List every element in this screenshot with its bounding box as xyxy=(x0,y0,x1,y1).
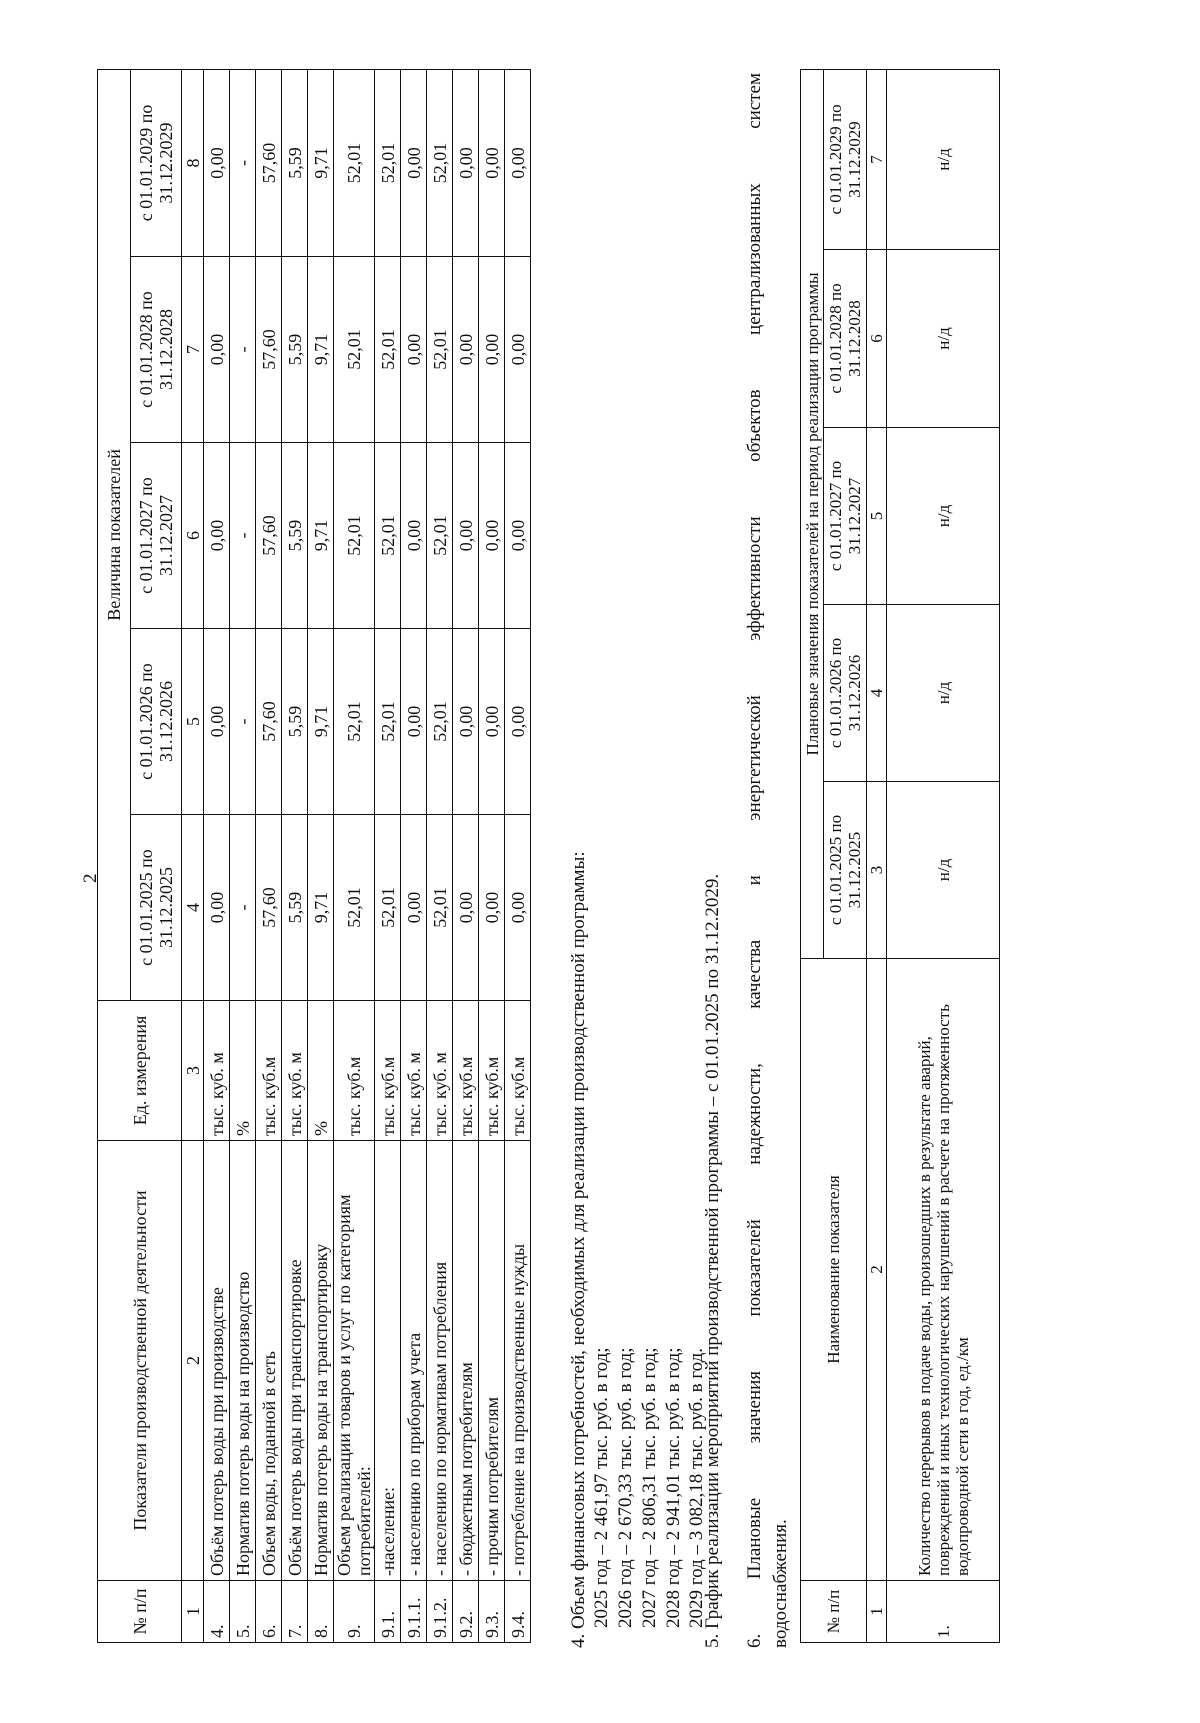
col-header-name: Наименование показателя xyxy=(801,959,867,1581)
value-cell: - xyxy=(230,629,256,815)
table-row xyxy=(427,69,453,1642)
table-row xyxy=(334,69,375,1642)
value-cell: 0,00 xyxy=(453,815,479,1001)
page-number: 2 xyxy=(80,873,101,883)
col-number: 1 xyxy=(867,1581,887,1643)
indicator-name: Количество перерывов в подаче воды, произошедших в результате аварий, повреждений и иных технологических нарушений в расчете на протяженность водопроводной сети в год, ед./км xyxy=(887,959,1000,1581)
reliability-indicators-table xyxy=(800,69,1000,1643)
row-number: 7. xyxy=(282,1581,308,1643)
section-4-heading: 4. Объем финансовых потребностей, необходимых для реализации производственной программы: xyxy=(568,851,589,1648)
value-cell: 52,01 xyxy=(375,257,401,443)
value-cell: 0,00 xyxy=(453,69,479,256)
col-number: 4 xyxy=(867,605,887,782)
unit-cell: % xyxy=(308,1001,334,1141)
value-cell: 52,01 xyxy=(375,443,401,629)
indicator-name: Норматив потерь воды на производство xyxy=(230,1141,256,1581)
section-4-line: 2025 год – 2 461,97 тыс. руб. в год; xyxy=(591,1347,612,1628)
indicator-name: - потребление на производственные нужды xyxy=(505,1141,531,1581)
value-cell: 52,01 xyxy=(375,69,401,256)
value-cell: 52,01 xyxy=(375,629,401,815)
col-number: 7 xyxy=(867,69,887,249)
unit-cell: тыс. куб. м xyxy=(427,1001,453,1141)
col-number: 6 xyxy=(182,443,204,629)
value-cell: 57,60 xyxy=(256,69,282,256)
value-cell: 52,01 xyxy=(427,257,453,443)
row-number: 9.4. xyxy=(505,1581,531,1643)
value-cell: 52,01 xyxy=(427,443,453,629)
unit-cell: тыс. куб.м xyxy=(334,1001,375,1141)
value-cell: - xyxy=(230,815,256,1001)
value-cell: 0,00 xyxy=(479,69,505,256)
value-cell: 0,00 xyxy=(401,815,427,1001)
value-cell: 5,59 xyxy=(282,443,308,629)
indicator-name: - населению по приборам учета xyxy=(401,1141,427,1581)
value-cell: 52,01 xyxy=(334,443,375,629)
section-6-line-2: водоснабжения. xyxy=(770,1519,791,1648)
value-cell: 0,00 xyxy=(401,443,427,629)
row-number: 9.2. xyxy=(453,1581,479,1643)
value-cell: н/д xyxy=(887,605,1000,782)
value-cell: 5,59 xyxy=(282,815,308,1001)
col-header-unit: Ед. измерения xyxy=(98,1001,182,1141)
col-header-group: Величина показателей xyxy=(98,69,131,1000)
col-header-period: с 01.01.2029 по 31.12.2029 xyxy=(824,69,867,249)
col-number: 1 xyxy=(182,1581,204,1643)
value-cell: 52,01 xyxy=(334,257,375,443)
value-cell: 52,01 xyxy=(334,629,375,815)
col-number: 6 xyxy=(867,250,887,428)
value-cell: 0,00 xyxy=(505,69,531,256)
unit-cell: % xyxy=(230,1001,256,1141)
table-row xyxy=(505,69,531,1642)
production-indicators-table xyxy=(97,69,531,1643)
unit-cell: тыс. куб. м xyxy=(282,1001,308,1141)
table-row xyxy=(256,69,282,1642)
indicator-name: Объём потерь воды при транспортировке xyxy=(282,1141,308,1581)
col-header-indicator: Показатели производственной деятельности xyxy=(98,1141,182,1581)
col-number: 4 xyxy=(182,815,204,1001)
row-number: 5. xyxy=(230,1581,256,1643)
indicator-name: -население: xyxy=(375,1141,401,1581)
value-cell: 0,00 xyxy=(453,257,479,443)
unit-cell: тыс. куб.м xyxy=(375,1001,401,1141)
value-cell: 52,01 xyxy=(427,815,453,1001)
value-cell: 5,59 xyxy=(282,257,308,443)
value-cell: 0,00 xyxy=(479,629,505,815)
row-number: 8. xyxy=(308,1581,334,1643)
row-number: 9.1.2. xyxy=(427,1581,453,1643)
row-number: 6. xyxy=(256,1581,282,1643)
value-cell: 52,01 xyxy=(427,629,453,815)
indicator-name: - прочим потребителям xyxy=(479,1141,505,1581)
indicator-name: - населению по нормативам потребления xyxy=(427,1141,453,1581)
value-cell: 57,60 xyxy=(256,443,282,629)
value-cell: 52,01 xyxy=(334,69,375,256)
col-header-period: с 01.01.2028 по 31.12.2028 xyxy=(824,250,867,428)
table-row xyxy=(204,69,230,1642)
value-cell: 0,00 xyxy=(505,257,531,443)
unit-cell: тыс. куб. м xyxy=(204,1001,230,1141)
col-number: 5 xyxy=(867,428,887,605)
table1-body xyxy=(204,69,531,1642)
table-row xyxy=(453,69,479,1642)
col-header-group: Плановые значения показателей на период реализации программы xyxy=(801,69,824,958)
value-cell: 0,00 xyxy=(453,443,479,629)
value-cell: 9,71 xyxy=(308,629,334,815)
value-cell: 0,00 xyxy=(204,69,230,256)
value-cell: 0,00 xyxy=(401,629,427,815)
col-number: 5 xyxy=(182,629,204,815)
value-cell: н/д xyxy=(887,782,1000,959)
value-cell: 9,71 xyxy=(308,257,334,443)
value-cell: 9,71 xyxy=(308,443,334,629)
indicator-name: - бюджетным потребителям xyxy=(453,1141,479,1581)
row-number: 4. xyxy=(204,1581,230,1643)
col-number: 8 xyxy=(182,69,204,256)
value-cell: 5,59 xyxy=(282,69,308,256)
value-cell: 0,00 xyxy=(204,815,230,1001)
col-header-period: с 01.01.2029 по 31.12.2029 xyxy=(131,69,182,256)
table2-body xyxy=(887,69,1000,1642)
col-header-period: с 01.01.2025 по 31.12.2025 xyxy=(131,815,182,1001)
col-number: 3 xyxy=(867,782,887,959)
col-header-period: с 01.01.2025 по 31.12.2025 xyxy=(824,782,867,959)
section-4-line: 2029 год – 3 082,18 тыс. руб. в год. xyxy=(686,1347,707,1628)
value-cell: 0,00 xyxy=(479,815,505,1001)
table-row xyxy=(887,69,1000,1642)
unit-cell: тыс. куб.м xyxy=(479,1001,505,1141)
col-header-period: с 01.01.2027 по 31.12.2027 xyxy=(824,428,867,605)
indicator-name: Объём потерь воды при производстве xyxy=(204,1141,230,1581)
table-row xyxy=(479,69,505,1642)
table-row xyxy=(375,69,401,1642)
value-cell: 52,01 xyxy=(334,815,375,1001)
value-cell: н/д xyxy=(887,69,1000,249)
col-number: 2 xyxy=(182,1141,204,1581)
section-6-line-1: 6. Плановые значения показателей надежности, качества и энергетической эффективности объектов централизованных систем xyxy=(744,73,765,1648)
value-cell: 0,00 xyxy=(479,443,505,629)
value-cell: 9,71 xyxy=(308,69,334,256)
col-header-num: № п/п xyxy=(98,1581,182,1643)
value-cell: 0,00 xyxy=(453,629,479,815)
value-cell: 57,60 xyxy=(256,629,282,815)
unit-cell: тыс. куб.м xyxy=(505,1001,531,1141)
value-cell: 0,00 xyxy=(401,257,427,443)
col-header-num: № п/п xyxy=(801,1581,867,1643)
row-number: 9.1.1. xyxy=(401,1581,427,1643)
value-cell: н/д xyxy=(887,250,1000,428)
table-row xyxy=(401,69,427,1642)
col-number: 7 xyxy=(182,257,204,443)
value-cell: 9,71 xyxy=(308,815,334,1001)
section-4-line: 2026 год – 2 670,33 тыс. руб. в год; xyxy=(615,1347,636,1628)
col-number: 3 xyxy=(182,1001,204,1141)
row-number: 9.3. xyxy=(479,1581,505,1643)
value-cell: 0,00 xyxy=(204,257,230,443)
col-header-period: с 01.01.2026 по 31.12.2026 xyxy=(131,629,182,815)
table-row xyxy=(230,69,256,1642)
unit-cell: тыс. куб.м xyxy=(453,1001,479,1141)
row-number: 9.1. xyxy=(375,1581,401,1643)
col-header-period: с 01.01.2027 по 31.12.2027 xyxy=(131,443,182,629)
value-cell: 0,00 xyxy=(505,815,531,1001)
section-6-heading xyxy=(742,73,794,1648)
unit-cell: тыс. куб.м xyxy=(256,1001,282,1141)
value-cell: 52,01 xyxy=(427,69,453,256)
value-cell: 52,01 xyxy=(375,815,401,1001)
row-number: 9. xyxy=(334,1581,375,1643)
value-cell: 0,00 xyxy=(505,443,531,629)
unit-cell: тыс. куб. м xyxy=(401,1001,427,1141)
value-cell: 57,60 xyxy=(256,815,282,1001)
col-header-period: с 01.01.2026 по 31.12.2026 xyxy=(824,605,867,782)
row-number: 1. xyxy=(887,1581,1000,1643)
col-number: 2 xyxy=(867,959,887,1581)
value-cell: - xyxy=(230,443,256,629)
value-cell: н/д xyxy=(887,428,1000,605)
indicator-name: Норматив потерь воды на транспортировку xyxy=(308,1141,334,1581)
table-row xyxy=(308,69,334,1642)
col-header-period: с 01.01.2028 по 31.12.2028 xyxy=(131,257,182,443)
value-cell: 5,59 xyxy=(282,629,308,815)
value-cell: - xyxy=(230,257,256,443)
value-cell: 0,00 xyxy=(204,443,230,629)
indicator-name: Объем реализации товаров и услуг по категориям потребителей: xyxy=(334,1141,375,1581)
section-5-schedule: 5. График реализации мероприятий производственной программы – с 01.01.2025 по 31.12.2029. xyxy=(702,873,723,1648)
value-cell: 0,00 xyxy=(401,69,427,256)
section-4-line: 2028 год – 2 941,01 тыс. руб. в год; xyxy=(663,1347,684,1628)
value-cell: 0,00 xyxy=(505,629,531,815)
indicator-name: Объем воды, поданной в сеть xyxy=(256,1141,282,1581)
section-4-line: 2027 год – 2 806,31 тыс. руб. в год; xyxy=(639,1347,660,1628)
value-cell: 57,60 xyxy=(256,257,282,443)
table-row xyxy=(282,69,308,1642)
value-cell: - xyxy=(230,69,256,256)
value-cell: 0,00 xyxy=(479,257,505,443)
value-cell: 0,00 xyxy=(204,629,230,815)
